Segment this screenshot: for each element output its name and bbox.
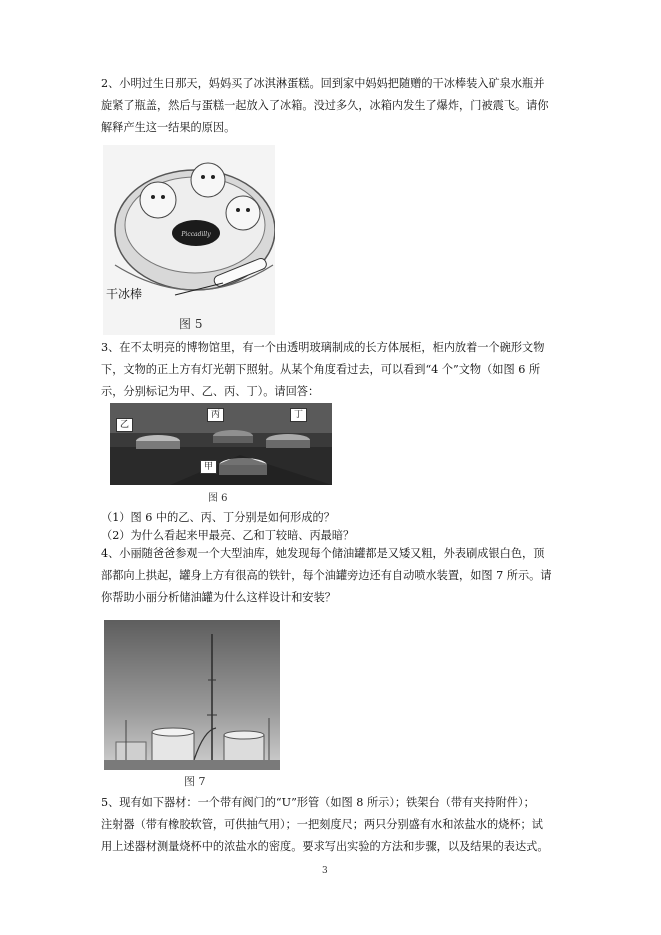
oil-depot-photo xyxy=(104,620,280,770)
question-5 xyxy=(101,792,559,858)
q5-line: 注射器（带有橡胶软管，可供抽气用）；一把刻度尺；两只分别盛有水和浓盐水的烧杯；试 xyxy=(101,818,543,831)
q3-sub-2: （2）为什么看起来甲最亮、乙和丁较暗、丙最暗？ xyxy=(101,529,355,542)
question-3 xyxy=(101,337,559,403)
figure-5 xyxy=(103,145,275,335)
q3-sub-1: （1）图 6 中的乙、丙、丁分别是如何形成的？ xyxy=(101,511,335,524)
figure-5-caption: 图 5 xyxy=(179,317,203,331)
label-bing: 丙 xyxy=(207,408,224,422)
figure-7-caption: 图 7 xyxy=(184,775,206,788)
q4-line: 你帮助小丽分析储油罐为什么这样设计和安装？ xyxy=(101,591,336,604)
q5-line: 5、现有如下器材：一个带有阀门的“U”形管（如图 8 所示）；铁架台（带有夹持附件）； xyxy=(101,796,535,809)
q4-line: 部都向上拱起，罐身上方有很高的铁针，每个油罐旁边还有自动喷水装置，如图 7 所示。请 xyxy=(101,569,552,582)
figure-6 xyxy=(110,403,332,503)
question-4 xyxy=(101,543,559,609)
cake-logo-text: Piccadilly xyxy=(181,231,211,238)
q4-line: 4、小丽随爸爸参观一个大型油库，她发现每个储油罐都是又矮又粗，外表刷成银白色，顶 xyxy=(101,547,545,560)
dry-ice-stick-label: 干冰棒 xyxy=(106,287,143,301)
label-jia: 甲 xyxy=(200,460,217,474)
label-ding: 丁 xyxy=(290,408,307,422)
q2-line: 解释产生这一结果的原因。 xyxy=(101,121,236,134)
q3-line: 示，分别标记为甲、乙、丙、丁）。请回答： xyxy=(101,385,320,398)
cake-photo xyxy=(103,145,275,335)
question-2 xyxy=(101,73,559,139)
q3-line: 3、在不太明亮的博物馆里，有一个由透明玻璃制成的长方体展柜，柜内放着一个碗形文物 xyxy=(101,341,545,354)
label-yi: 乙 xyxy=(116,418,133,432)
q2-line: 2、小明过生日那天，妈妈买了冰淇淋蛋糕。回到家中妈妈把随赠的干冰棒装入矿泉水瓶并 xyxy=(101,77,545,90)
q3-line: 下，文物的正上方有灯光朝下照射。从某个角度看过去，可以看到“4 个”文物（如图 6 所 xyxy=(101,363,541,376)
figure-7 xyxy=(104,620,280,790)
page-number: 3 xyxy=(322,866,328,876)
q2-line: 旋紧了瓶盖，然后与蛋糕一起放入了冰箱。没过多久，冰箱内发生了爆炸，门被震飞。请你 xyxy=(101,99,549,112)
figure-6-caption: 图 6 xyxy=(208,493,228,503)
question-3-subquestions xyxy=(101,509,559,545)
q5-line: 用上述器材测量烧杯中的浓盐水的密度。要求写出实验的方法和步骤，以及结果的表达式。 xyxy=(101,840,549,853)
